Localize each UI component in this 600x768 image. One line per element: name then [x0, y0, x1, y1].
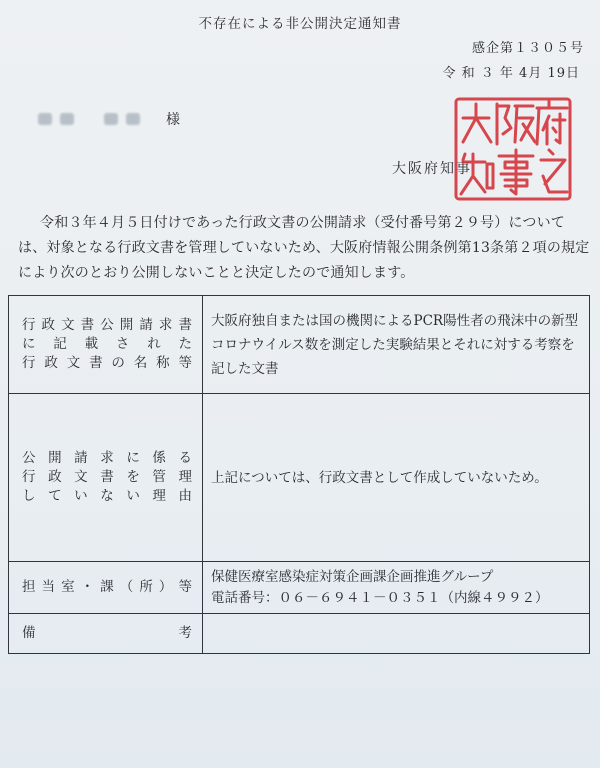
redacted-name-block	[126, 113, 140, 125]
table-row	[9, 614, 590, 654]
label-line: 行政文書を管理	[22, 469, 192, 485]
row-value: 大阪府独自または国の機関によるPCR陽性者の飛沫中の新型コロナウイルス数を測定した実験結果とそれに対する考察を記した文書	[203, 296, 590, 394]
row-value	[203, 562, 590, 614]
phone-number: 電話番号：０６－６９４１－０３５１（内線４９９２）	[211, 589, 549, 606]
document-date: 令 和 ３ 年 4月 19日	[442, 66, 580, 81]
row-label	[9, 562, 203, 614]
recipient-suffix: 様	[166, 112, 180, 128]
redacted-name-block	[38, 113, 52, 125]
redacted-name-block	[60, 113, 74, 125]
sender-name: 大阪府知事	[392, 161, 472, 177]
row-label	[9, 394, 203, 562]
table-row	[9, 394, 590, 562]
label-line: 担当室・課（所）等	[22, 579, 192, 595]
info-table	[8, 295, 590, 654]
department-name: 保健医療室感染症対策企画課企画推進グループ	[211, 568, 494, 585]
document-title: 不存在による非公開決定通知書	[198, 16, 402, 32]
row-value	[203, 614, 590, 654]
label-line: 備 考	[22, 625, 192, 641]
table-row	[9, 562, 590, 614]
label-line: に記載された	[22, 336, 192, 352]
table-row	[9, 296, 590, 394]
label-line: 行政文書公開請求書	[22, 317, 192, 333]
notice-body: 令和３年４月５日付けであった行政文書の公開請求（受付番号第２９号）については、対象となる行政文書を管理していないため、大阪府情報公開条例第13条第２項の規定により次のとおり公開しないことと決定したので通知します。	[18, 215, 590, 281]
label-line: 行政文書の名称等	[22, 355, 192, 371]
label-line: していない理由	[22, 488, 192, 504]
row-label	[9, 614, 203, 654]
document-number: 感企第１３０５号	[471, 41, 584, 56]
recipient	[38, 109, 180, 129]
row-label	[9, 296, 203, 394]
row-value: 上記については、行政文書として作成していないため。	[203, 394, 590, 562]
redacted-name-block	[104, 113, 118, 125]
official-seal	[453, 96, 573, 202]
label-line: 公開請求に係る	[22, 450, 192, 466]
